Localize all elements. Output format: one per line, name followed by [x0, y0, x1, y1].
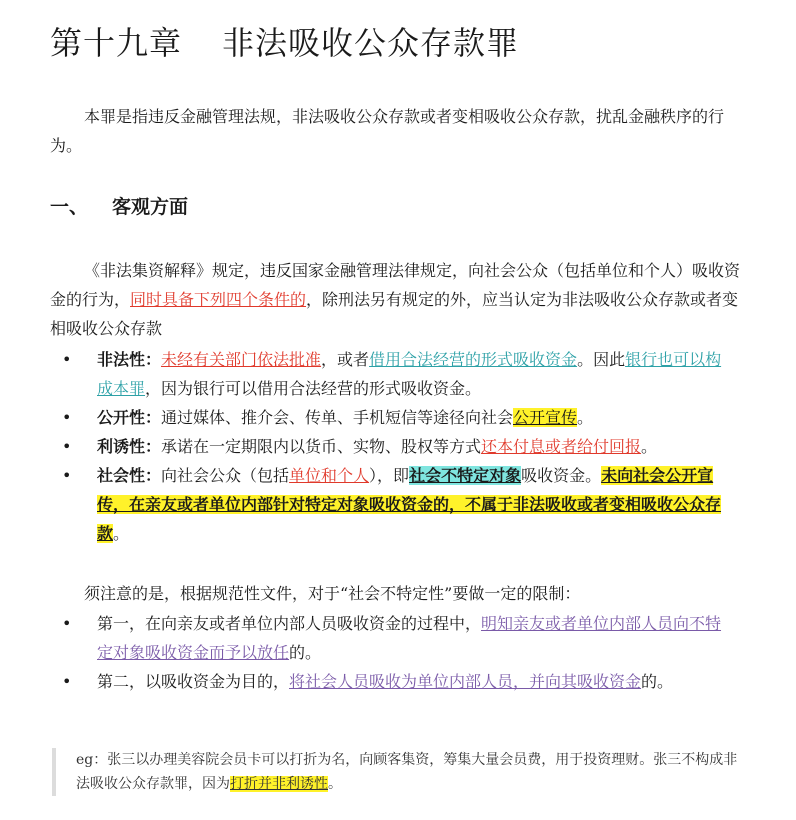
example-quote: eg：张三以办理美容院会员卡可以打折为名，向顾客集资，筹集大量会员费，用于投资理财。张三不构成非法吸收公众存款罪，因为打折并非利诱性。: [52, 748, 748, 796]
list-item: • 利诱性：承诺在一定期限内以货币、实物、股权等方式还本付息或者给付回报。: [97, 432, 727, 461]
list-item: • 公开性：通过媒体、推介会、传单、手机短信等途径向社会公开宣传。: [97, 403, 727, 432]
four-conditions-link: 同时具备下列四个条件的: [130, 290, 307, 309]
list-item: • 非法性：未经有关部门依法批准，或者借用合法经营的形式吸收资金。因此银行也可以构成本罪，因为银行可以借用合法经营的形式吸收资金。: [97, 345, 727, 403]
section-number: 一、: [50, 196, 89, 218]
chapter-number: 第十九章: [50, 24, 183, 62]
chapter-title: [50, 18, 519, 64]
list-item: • 第一，在向亲友或者单位内部人员吸收资金的过程中，明知亲友或者单位内部人员向不特定对象吸收资金而予以放任的。: [97, 609, 727, 667]
note-paragraph: 须注意的是，根据规范性文件，对于“社会不特定性”要做一定的限制：: [84, 584, 581, 603]
conditions-list: [97, 345, 727, 548]
definition-paragraph: 《非法集资解释》规定，违反国家金融管理法律规定，向社会公众（包括单位和个人）吸收资金的行为，同时具备下列四个条件的，除刑法另有规定的外，应当认定为非法吸收公众存款或者变相吸收公众存款: [50, 261, 741, 338]
section-heading: [50, 192, 188, 219]
list-item: • 社会性：向社会公众（包括单位和个人），即社会不特定对象吸收资金。未向社会公开宣传，在亲友或者单位内部针对特定对象吸收资金的，不属于非法吸收或者变相吸收公众存款。: [97, 461, 727, 548]
intro-paragraph: 本罪是指违反金融管理法规，非法吸收公众存款或者变相吸收公众存款，扰乱金融秩序的行为。: [50, 107, 725, 155]
chapter-name: 非法吸收公众存款罪: [222, 24, 520, 62]
notes-list: [97, 609, 727, 696]
section-title: 客观方面: [112, 196, 189, 218]
list-item: • 第二，以吸收资金为目的，将社会人员吸收为单位内部人员，并向其吸收资金的。: [97, 667, 727, 696]
